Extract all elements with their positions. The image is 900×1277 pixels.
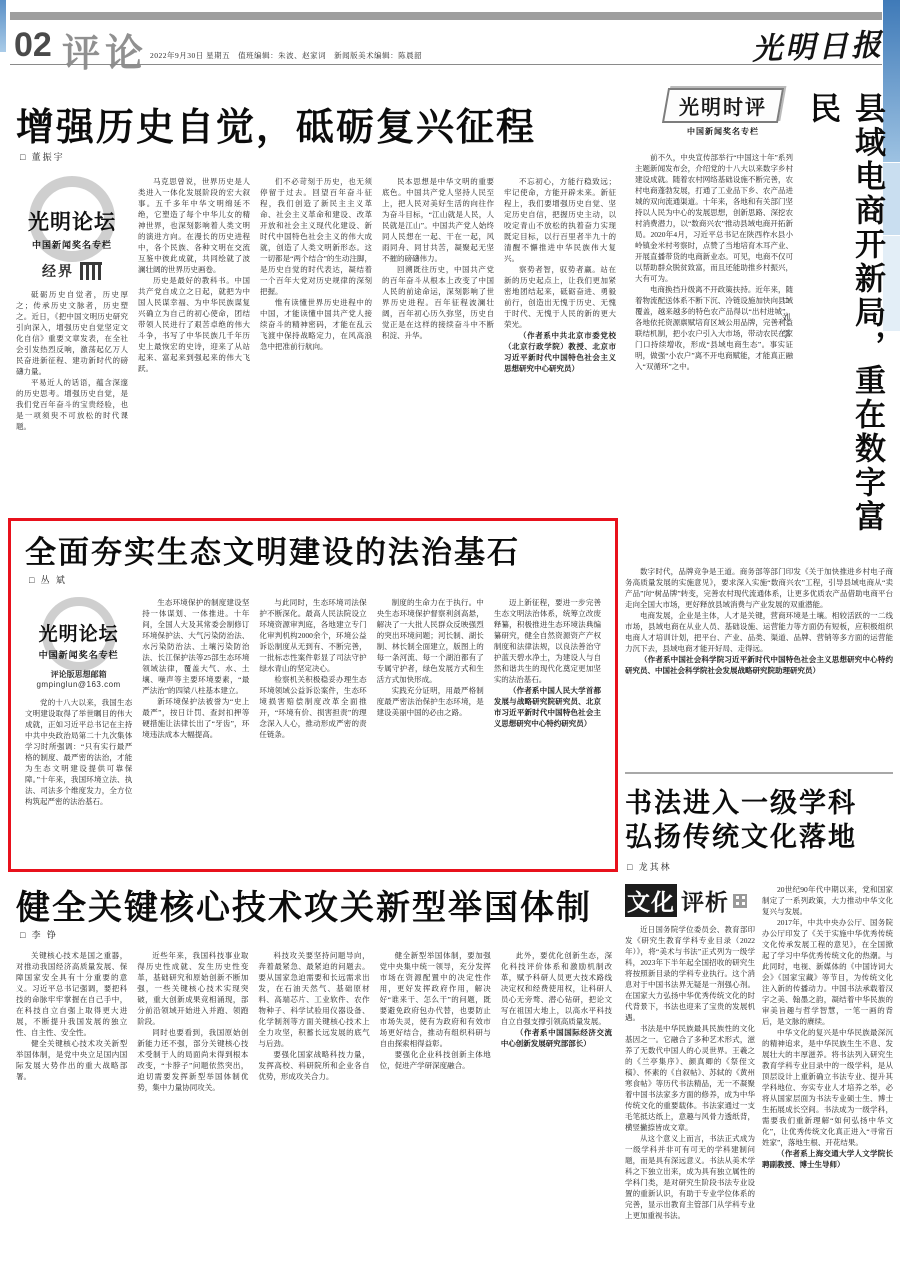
building-icon [80,262,102,280]
body-paragraph: 2017年，中共中央办公厅、国务院办公厅印发了《关于实施中华优秀传统文化传承发展工程的意见》，在全国掀起了学习中华优秀传统文化的热潮。与此同时，电视、新媒体的《中国诗词大会》《国家宝藏》等节目，为传统文化注入新的传播动力。中国书法承载着汉字之美、翰墨之韵，凝结着中华民族的审美旨趣与哲学智慧，一笔一画的背后，是文脉的赓续。 [762,918,893,1026]
shiping-logo [648,88,798,137]
tech-article-body [16,950,612,1270]
shufa-column-a [625,924,755,1272]
shufa-column-b [762,884,893,1272]
body-paragraph: 电商换挡升级离不开政策扶持。近年来，随着物流配送体系不断下沉、冷链设施加快向县域覆盖，越来越多的特色农产品得以“出村进城”。各地依托资源禀赋培育区域公用品牌，完善利益联结机制，把小农户引入大市场，带动农民在家门口持续增收，形成“县域电商生态”。事实证明，做强“小农户”离不开电商赋能，才能真正融入“双循环”之中。 [635,285,793,371]
article-column [25,697,132,825]
luntan-logo-title: 光明论坛 [28,211,116,234]
main-article-body [16,176,616,508]
article-column [16,950,127,1270]
shufa-headline-line1: 书法进入一级学科 [625,788,857,818]
article-column [260,176,372,508]
masthead-logo: 光明日报 [751,28,885,67]
body-paragraph: 迈上新征程，要进一步完善生态文明法治体系，统筹立改废释纂，积极推进生态环境法典编纂研究，健全自然资源资产产权制度和法律法规，以良法善治守护蓝天碧水净土，为建设人与自然和谐共生的现代化奠定更加坚实的法治基石。 [493,598,602,684]
body-paragraph: 健全新型举国体制，要加强党中央集中统一领导，充分发挥市场在资源配置中的决定性作用，更好发挥政府作用，解决好“谁来干、怎么干”的问题，既要避免政府包办代替，也要防止市场失灵，使有为政府和有效市场更好结合，推动有组织科研与自由探索相得益彰。 [379,951,491,1048]
article-column [504,176,616,508]
body-paragraph: 要强化国家战略科技力量，发挥高校、科研院所和企业各自优势，形成攻关合力。 [258,1050,370,1081]
body-paragraph: 新环境保护法被誉为“史上最严”，按日计罚、查封扣押等硬措施让法律长出了“牙齿”，环境违法成本大幅提高。 [142,697,250,739]
wenhua-logo-part2: 评析 [681,889,729,915]
body-paragraph: 健全关键核心技术攻关新型举国体制，是党中央立足国内国际发展大势作出的重大战略部署。 [16,1039,128,1081]
eco-article-byline: □ 丛 斌 [29,575,67,585]
tech-article-headline: 健全关键核心技术攻关新型举国体制 [16,890,592,927]
left-edge-blue-strip [0,0,6,52]
header-rule [10,64,882,65]
body-paragraph: 惟有读懂世界历史进程中的中国，才能读懂中国共产党人接续奋斗的精神密码，才能在乱云飞渡中保持战略定力，在风高浪急中把准前行航向。 [260,298,372,351]
body-paragraph: 不忘初心，方能行稳致远；牢记使命，方能开辟未来。新征程上，我们要增强历史自觉、坚定历史自信，把握历史主动，以咬定青山不放松的执着奋力实现既定目标，以行百里者半九十的清醒不懈推进中华民族伟大复兴。 [504,177,616,263]
body-paragraph: 实践充分证明，用最严格制度最严密法治保护生态环境，是建设美丽中国的必由之路。 [376,686,484,717]
article-column [259,597,366,859]
article-column [142,597,249,859]
body-paragraph: 同时也要看到，我国原始创新能力还不强，部分关键核心技术受制于人的局面尚未得到根本改变，“卡脖子”问题依然突出，迫切需要发挥新型举国体制优势，集中力量协同攻关。 [137,1028,249,1092]
body-paragraph: 电商发展，企业是主体，人才是关键，营商环境是土壤。相较活跃的一二线市场，县域电商在从业人员、基础设施、运营能力等方面仍有短板，应积极组织电商人才培训计划，把平台、产业、品类、渠道、品牌、营销等多方面的运营能力沉下去，县域电商才能开好局、走得远。 [625,611,893,653]
body-paragraph: 前不久，中央宣传部举行“中国这十年”系列主题新闻发布会，介绍党的十八大以来数字乡村建设成就。随着农村网络基础设施不断完善，农村电商蓬勃发展，打通了工业品下乡、农产品进城的双向流通渠道。十年来，各地和有关部门坚持以人民为中心的发展思想，创新思路、深挖农村消费潜力，以“数商兴农”推动县域电商开拓新局。2020年4月，习近平总书记在陕西柞水县小岭镇金米村考察时，点赞了当地培育木耳产业、开展直播带货的电商新业态。可见，电商不仅可以帮助群众脱贫致富，而且还能助推乡村振兴，大有可为。 [635,153,793,283]
shiping-vertical-headline: 县域电商开新局，重在数字富民 [805,92,885,534]
body-paragraph: 检察机关积极稳妥办理生态环境领域公益诉讼案件，生态环境损害赔偿制度改革全面推开，“环境有价、损害担责”的理念深入人心，推动形成严密的责任链条。 [259,675,367,739]
article-column [138,176,250,508]
article-column [16,289,128,461]
shiping-logo-title: 光明时评 [679,97,767,119]
dateline: 2022年9月30日 星期五 值班编辑：朱波、赵家词 新闻版美术编辑：陈晨韶 [150,51,423,60]
eco-article-body [25,597,601,859]
page-number: 02 [14,26,52,64]
article-column [494,597,601,859]
article-column [137,950,248,1270]
luntan2-title: 光明论坛 [38,624,119,645]
body-paragraph: 回溯既往历史，中国共产党的百年奋斗从根本上改变了中国人民的前途命运，深刻影响了世界历史进程。百年征程波澜壮阔，百年初心历久弥坚，历史自觉正是在这样的接续奋斗中不断积淀、升华。 [382,265,494,340]
body-paragraph: 生态环境保护的制度建设坚持一体谋划、一体推进。十年间，全国人大及其常委会制修订环境保护法、大气污染防治法、水污染防治法、土壤污染防治法、长江保护法等25部生态环境领域法律，覆盖大气、水、土壤、噪声等主要环境要素，“最严法治”的四梁八柱基本建立。 [142,598,250,695]
body-paragraph: 关键核心技术是国之重器，对推动我国经济高质量发展、保障国家安全具有十分重要的意义。习近平总书记强调，要把科技的命脉牢牢掌握在自己手中，在科技自立自强上取得更大进展，不断提升我国发展的独立性、自主性、安全性。 [16,951,128,1037]
body-paragraph: 数字时代，品牌竞争是王道。商务部等部门印发《关于加快推进乡村电子商务高质量发展的实施意见》，要求深入实施“数商兴农”工程，引导县域电商从“卖产品”向“树品牌”转变，完善农村现代流通体系，让更多优质农产品借助电商平台走向全国大市场，更好释放县域消费与产业发展的双重潜能。 [625,567,893,609]
body-paragraph: 此外，要优化创新生态，深化科技评价体系和激励机制改革，赋予科研人员更大技术路线决定权和经费使用权，让科研人员心无旁骛、潜心钻研，把论文写在祖国大地上，以高水平科技自立自强支撑引领高质量发展。 [500,951,613,1026]
body-paragraph: 书法是中华民族最具民族性的文化基因之一。它融合了多种艺术形式，滋养了无数代中国人的心灵世界。王羲之的《兰亭集序》、颜真卿的《祭侄文稿》、怀素的《自叙帖》、苏轼的《黄州寒食帖》等历代书法精品，无一不凝聚着中国书法家多方面的修养，成为中华传统文化的重要载体。书法家通过一支毛笔抵达纸上，意趣与风骨力透纸背，横竖撇捺皆成文章。 [625,1024,755,1132]
shufa-byline: □ 龙其林 [627,862,672,872]
shiping-byline: □ 刘 学 [781,295,791,342]
article-column [258,950,369,1270]
wenhua-logo [625,884,747,917]
main-article-attribution: （作者系中共北京市委党校（北京行政学院）教授、北京市习近平新时代中国特色社会主义思想研究中心研究员） [504,331,616,373]
body-paragraph: 砥砺历史自觉者，历史厚之；传承历史文脉者，历史塑之。近日，《把中国文明历史研究引向深入，增强历史自觉坚定文化自信》重要文章发表，在全社会引发热烈反响，激荡起亿万人民奋进新征程、建功新时代的磅礴力量。 [16,290,128,376]
luntan-logo-subtitle: 中国新闻奖名专栏 [31,240,112,250]
body-paragraph: 们不必苛刻于历史，也无须停留于过去。回望百年奋斗征程，我们创造了新民主主义革命、社会主义革命和建设、改革开放和社会主义现代化建设、新时代中国特色社会主义的伟大成就，创造了人类文明新形态。这一切都是“两个结合”的生动注脚，是历史自觉的时代表达，凝结着一个百年大党对历史规律的深刻把握。 [260,177,372,296]
eco-article-attribution: （作者系中国人民大学首都发展与战略研究院研究员、北京市习近平新时代中国特色社会主义思想研究中心特约研究员） [493,686,602,728]
article-column [382,176,494,508]
shufa-headline-line2: 弘扬传统文化落地 [625,822,857,852]
mailbox-label: 评论版思想邮箱 [50,670,107,679]
section-divider [625,772,893,774]
tech-article-byline: □ 李 铮 [20,930,58,940]
eco-article-headline: 全面夯实生态文明建设的法治基石 [25,535,520,570]
shiping-logo-subtitle: 中国新闻奖名专栏 [687,127,759,136]
article-column [377,597,484,859]
highlight-box [8,518,618,872]
body-paragraph: 民本思想是中华文明的重要底色。中国共产党人坚持人民至上，把人民对美好生活的向往作为奋斗目标，“江山就是人民，人民就是江山”。中国共产党人始终同人民想在一起、干在一起，风雨同舟、同甘共苦，凝聚起无坚不摧的磅礴伟力。 [382,177,494,263]
wenhua-logo-part1: 文化 [625,884,677,917]
shufa-headline [625,786,857,854]
body-paragraph: 从这个意义上而言，书法正式成为一级学科并非可有可无的学科建制问题，而是具有深远意义。书法从美术学科之下独立出来，成为具有独立属性的学科门类，是对研究生阶段书法专业设置的重新认识，有助于专业学位体系的完善，显示出教育主管部门从学科专业上更加重视书法。 [625,1134,755,1220]
mailbox-address: gmpinglun@163.com [36,680,121,689]
body-paragraph: 与此同时，生态环境司法保护不断深化。最高人民法院设立环境资源审判庭，各地建立专门化审判机构2000余个，环境公益诉讼制度从无到有、不断完善，一批标志性案件彰显了司法守护绿水青山的坚定决心。 [259,598,367,673]
article-column [501,950,612,1270]
body-paragraph: 制度的生命力在于执行。中央生态环境保护督察利剑高悬，解决了一大批人民群众反映强烈的突出环境问题；河长制、湖长制、林长制全面建立，版图上的每一条河流、每一个湖泊都有了专属守护者，绿色发展方式和生活方式加快形成。 [376,598,484,684]
body-paragraph: 科技攻关要坚持问题导向，奔着最紧急、最紧迫的问题去。要从国家急迫需要和长远需求出发，在石油天然气、基础原材料、高端芯片、工业软件、农作物种子、科学试验用仪器设备、化学制剂等方面关键核心技术上全力攻坚，积蓄长远发展的底气与后劲。 [258,951,370,1048]
luntan2-subtitle: 中国新闻奖名专栏 [38,650,119,660]
body-paragraph: 近日国务院学位委员会、教育部印发《研究生教育学科专业目录（2022年）》，将“美术与书法”正式列为一级学科，2023年下半年起全国招收的研究生将按照新目录的学科专业执行。这个消息对于中国书法界无疑是一剂强心剂。在国家大力弘扬中华优秀传统文化的时代背景下，书法也迎来了宝贵的发展机遇。 [625,925,755,1022]
body-paragraph: 察势者智，驭势者赢。站在新的历史起点上，让我们更加紧密地团结起来，砥砺奋进、勇毅前行，创造出无愧于历史、无愧于时代、无愧于人民的新的更大荣光。 [504,265,616,329]
main-article-byline: □ 董振宇 [20,152,65,162]
shiping-attribution: （作者系中国社会科学院习近平新时代中国特色社会主义思想研究中心特约研究员、中国社会科学院社会发展战略研究院助理研究员） [625,655,893,675]
shufa-attribution: （作者系上海交通大学人文学院长聘副教授、博士生导师） [762,1149,893,1169]
body-paragraph: 近些年来，我国科技事业取得历史性成就、发生历史性变革，基础研究和原始创新不断加强，一些关键核心技术实现突破，重大创新成果竞相涌现，部分前沿领域开始进入并跑、领跑阶段。 [137,951,249,1026]
luntan-logo [16,176,128,281]
article-column [380,950,491,1270]
body-paragraph: 中华文化的复兴是中华民族最深沉的精神追求，是中华民族生生不息、发展壮大的丰厚滋养。将书法列入研究生教育学科专业目录中的一级学科，是从顶层设计上重新确立书法专业、提升其学科地位、夯实专业人才培养之举，必将从国家层面为书法专业硕士生、博士生拓展成长空间。书法成为一级学科，需要我们重新理解“如何弘扬中华文化”，让优秀传统文化真正进入“寻常百姓家”，落地生根、开花结果。 [762,1028,893,1147]
section-title: 评论 [62,33,149,75]
body-paragraph: 马克思曾说，世界历史是人类进入一体化发展阶段的宏大叙事。五千多年中华文明绵延不绝，它塑造了每个中华儿女的精神世界，也深刻影响着人类文明的演进方向。在漫长的历史进程中，各个民族、各种文明在交流互鉴中彼此成就，共同绘就了波澜壮阔的世界历史画卷。 [138,177,250,274]
main-article-headline: 增强历史自觉，砥砺复兴征程 [16,107,537,149]
body-paragraph: 20世纪90年代中期以来，党和国家制定了一系列政策，大力推动中华文化复兴与发展。 [762,885,893,916]
body-paragraph: 党的十八大以来，我国生态文明建设取得了举世瞩目的伟大成就，正如习近平总书记在主持中共中央政治局第二十九次集体学习时所强调：“只有实行最严格的制度、最严密的法治，才能为生态文明建设提供可靠保障。”十年来，我国环境立法、执法、司法多个维度发力，全方位构筑起严密的法治基石。 [25,698,133,806]
body-paragraph: 历史是最好的教科书。中国共产党自成立之日起，就把为中国人民谋幸福、为中华民族谋复兴确立为自己的初心使命，团结带领人民进行了艰苦卓绝的伟大斗争，书写了中华民族几千年历史上最恢宏的史诗，迎来了从站起来、富起来到强起来的伟大飞跃。 [138,276,250,373]
tech-article-attribution: （作者系中国国际经济交流中心创新发展研究部部长） [500,1028,613,1048]
shiping-column [635,152,793,562]
body-paragraph: 要强化企业科技创新主体地位，促进产学研深度融合。 [379,1050,491,1070]
header-bar [10,12,882,20]
luntan-logo-2 [25,597,132,689]
grid-icon [733,894,747,908]
body-paragraph: 平易近人的话语，蕴含深邃的历史思考。增强历史自觉，是我们党百年奋斗的宝贵经验，也是一项须臾不可放松的时代课题。 [16,378,128,431]
shiping-wide-block [625,566,893,766]
luntan-stamp-text: 经界 [42,265,74,280]
